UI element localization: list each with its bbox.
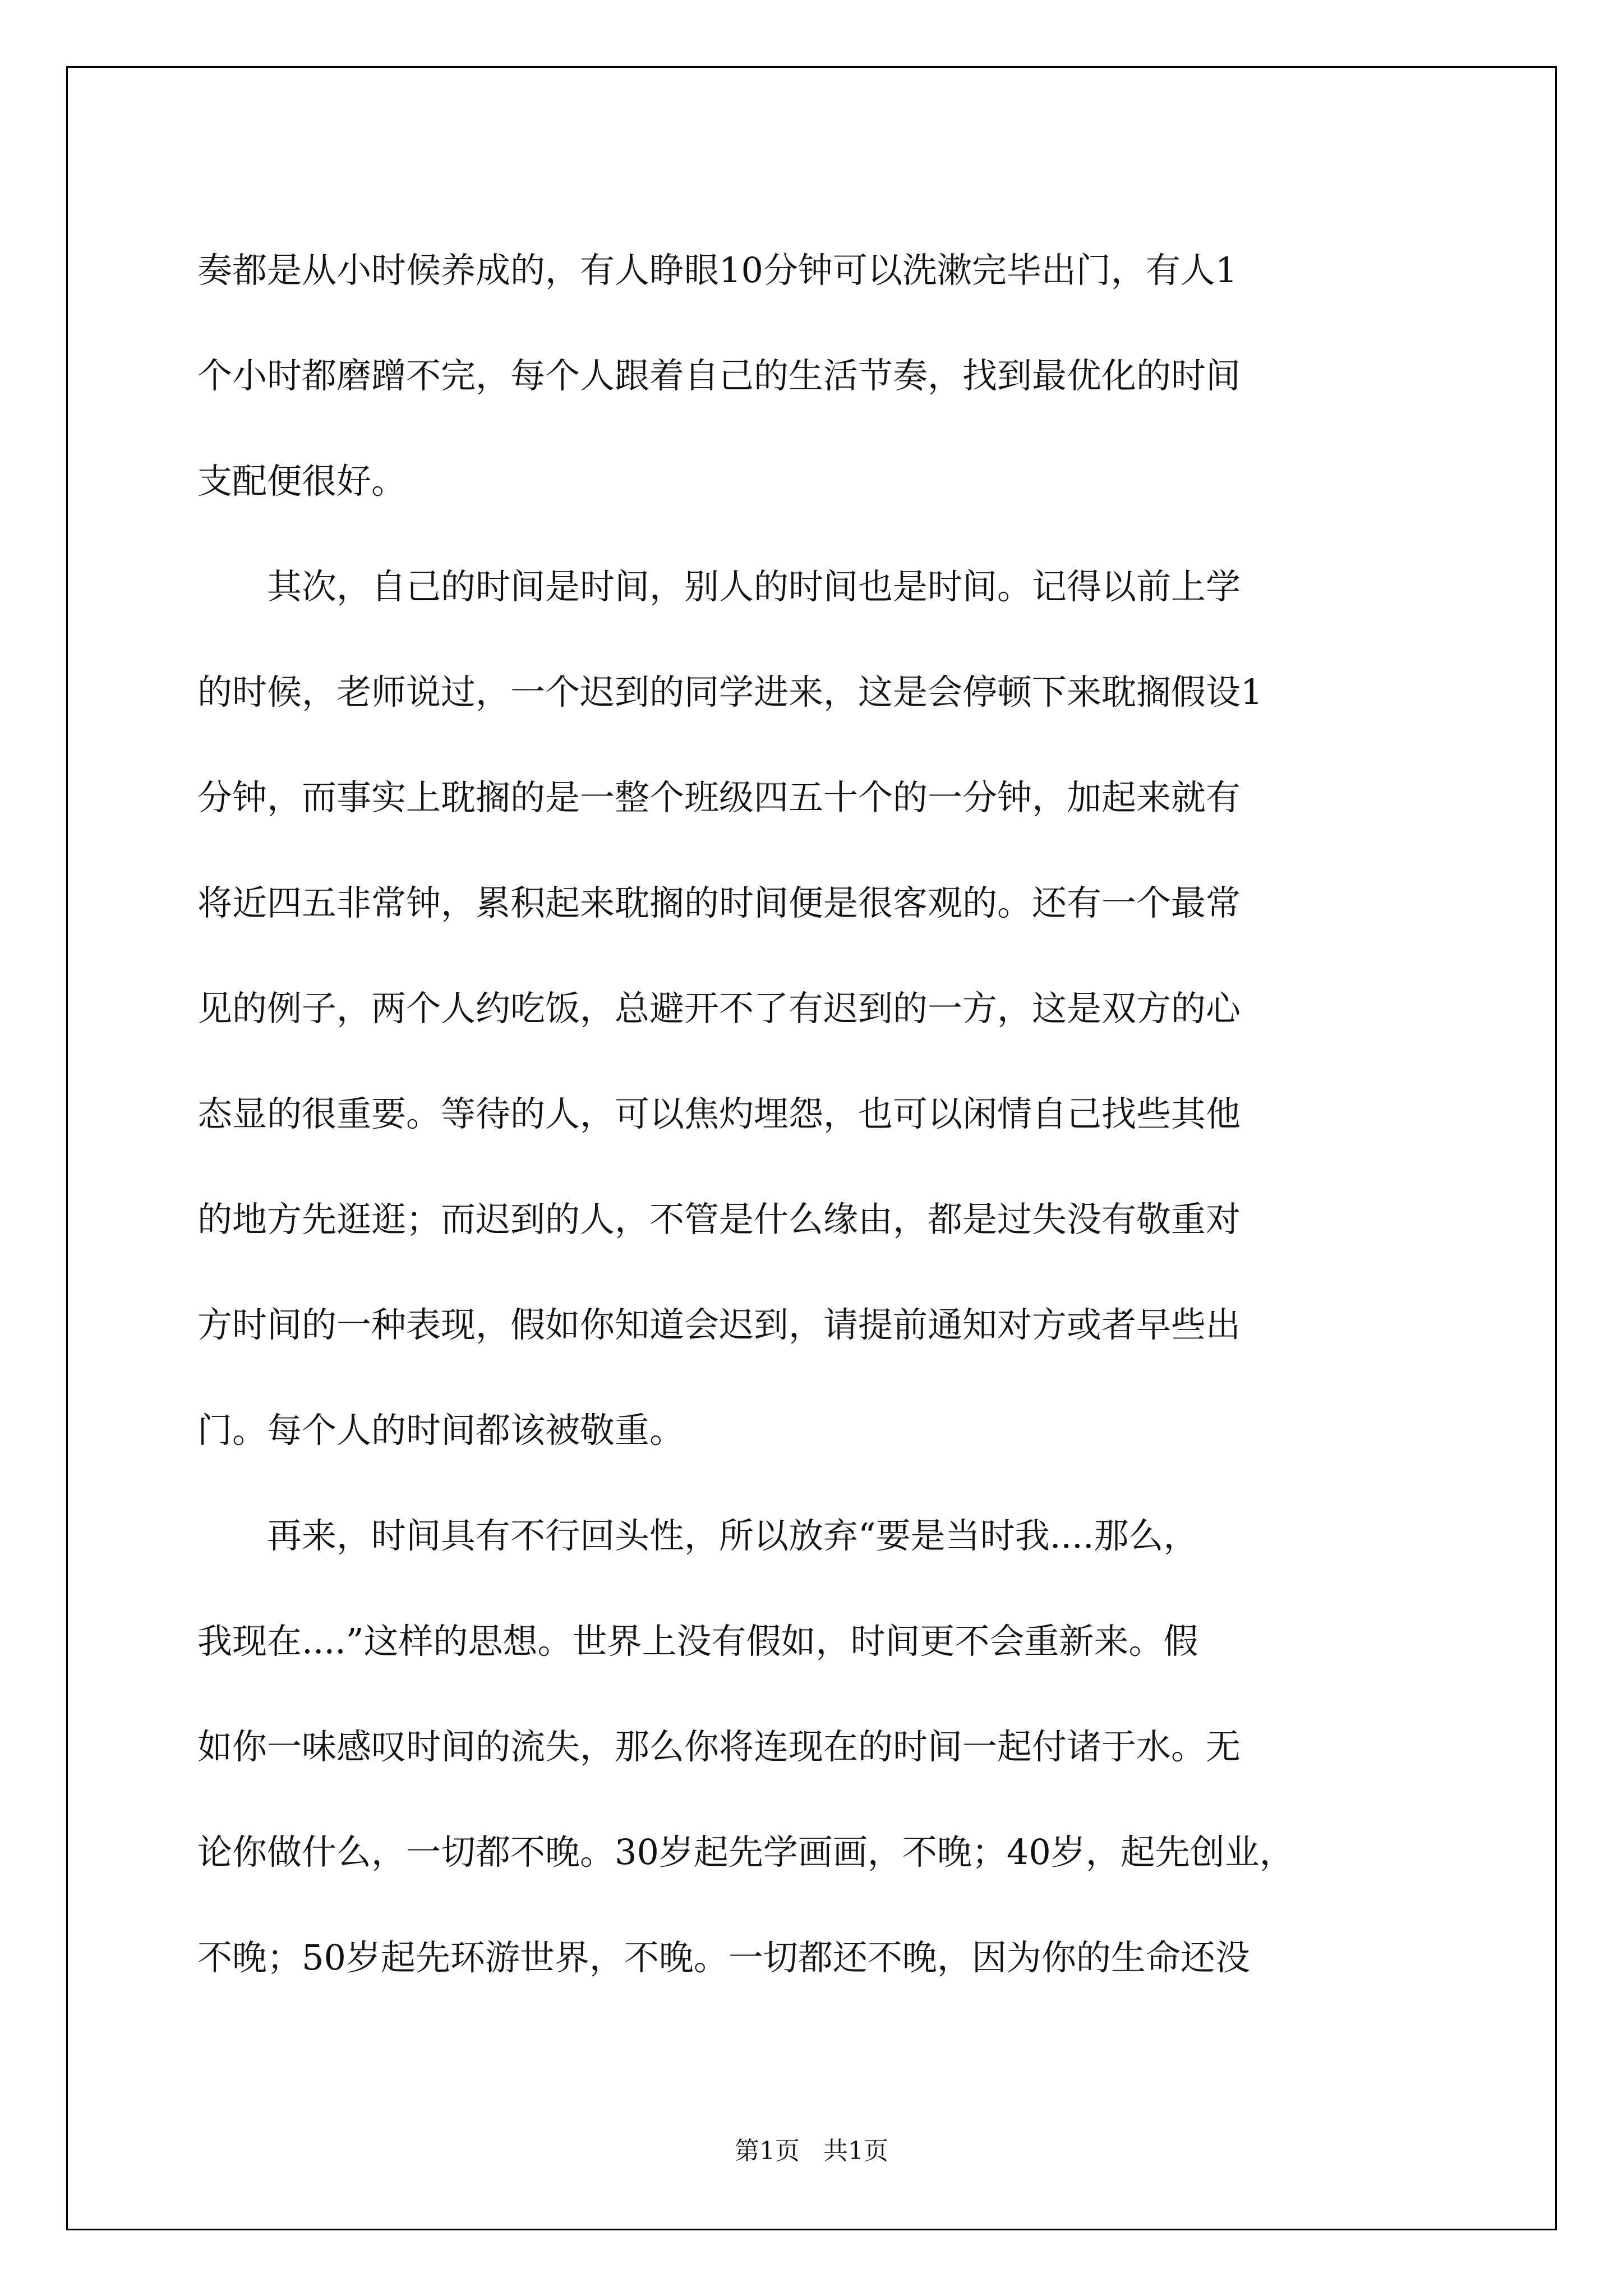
text-line: 态显的很重要。等待的人，可以焦灼埋怨，也可以闲情自己找些其他 [197,1093,1241,1134]
text-line: 分钟，而事实上耽搁的是一整个班级四五十个的一分钟，加起来就有 [197,777,1241,818]
document-body [197,218,1426,2010]
text-line: 不晚；50岁起先环游世界，不晚。一切都还不晚，因为你的生命还没 [197,1937,1250,1978]
text-line: 支配便很好。 [197,461,407,501]
text-line: 的时候，老师说过，一个迟到的同学进来，这是会停顿下来耽搁假设1 [197,671,1263,712]
text-line: 将近四五非常钟，累积起来耽搁的时间便是很客观的。还有一个最常 [197,882,1241,923]
text-line: 见的例子，两个人约吃饭，总避开不了有迟到的一方，这是双方的心 [197,988,1241,1029]
text-line: 个小时都磨蹭不完，每个人跟着自己的生活节奏，找到最优化的时间 [197,355,1241,396]
text-line: 方时间的一种表现，假如你知道会迟到，请提前通知对方或者早些出 [197,1304,1241,1345]
text-line: 再来，时间具有不行回头性，所以放弃“要是当时我....那么， [197,1515,1198,1556]
text-line: 其次，自己的时间是时间，别人的时间也是时间。记得以前上学 [197,566,1241,607]
text-line: 的地方先逛逛；而迟到的人，不管是什么缘由，都是过失没有敬重对 [197,1199,1241,1240]
text-line: 我现在....”这样的思想。世界上没有假如，时间更不会重新来。假 [197,1621,1198,1662]
text-line: 门。每个人的时间都该被敬重。 [197,1410,685,1451]
text-line: 论你做什么，一切都不晚。30岁起先学画画，不晚；40岁，起先创业， [197,1832,1294,1872]
text-line: 如你一味感叹时间的流失，那么你将连现在的时间一起付诸于水。无 [197,1726,1241,1767]
text-line: 奏都是从小时候养成的，有人睁眼10分钟可以洗漱完毕出门，有人1 [197,250,1238,291]
page-number-footer: 第1页 共1页 [735,2137,888,2165]
